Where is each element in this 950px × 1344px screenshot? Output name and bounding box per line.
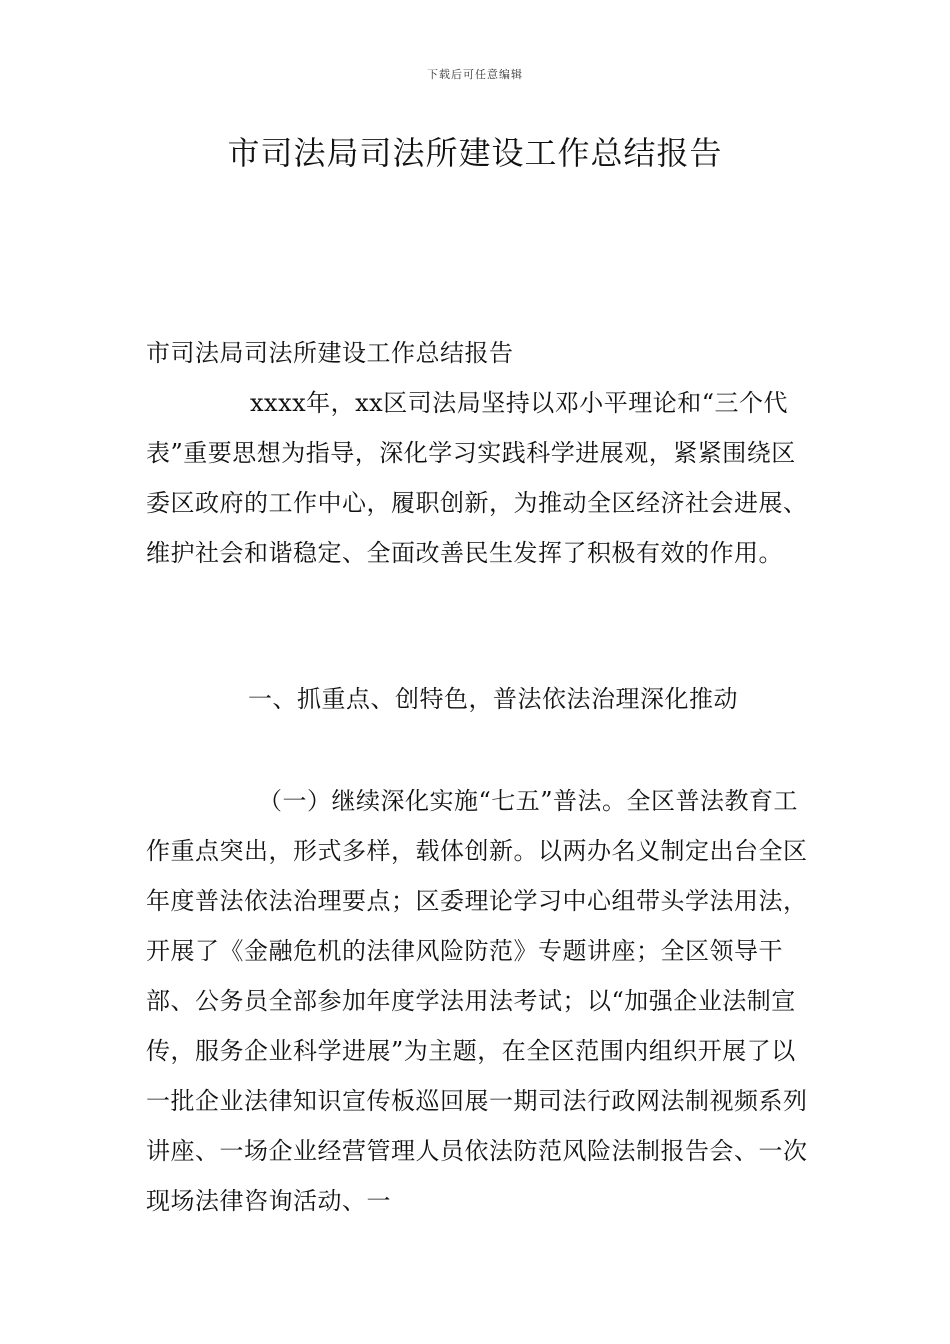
section-paragraph: （一）继续深化实施“七五”普法。全区普法教育工作重点突出，形式多样，载体创新。以两办名义制定出台全区年度普法依法治理要点；区委理论学习中心组带头学法用法，开展了《金融危机的法律风险防范》专题讲座；全区领导干部、公务员全部参加年度学法用法考试；以“加强企业法制宣传，服务企业科学进展”为主题，在全区范围内组织开展了以一批企业法律知识宣传板巡回展一期司法行政网法制视频系列讲座、一场企业经营管理人员依法防范风险法制报告会、一次现场法律咨询活动、一 [146,787,808,1215]
header-note: 下载后可任意编辑 [427,68,523,81]
intro-paragraph: xxxx年，xx区司法局坚持以邓小平理论和“三个代表”重要思想为指导，深化学习实践科学进展观，紧紧围绕区委区政府的工作中心，履职创新，为推动全区经济社会进展、维护社会和谐稳定、全面改善民生发挥了积极有效的作用。 [146,389,808,567]
document-subtitle: 市司法局司法所建设工作总结报告 [146,339,514,367]
document-title: 市司法局司法所建设工作总结报告 [227,134,723,172]
section-heading: 一、抓重点、创特色，普法依法治理深化推动 [248,685,738,713]
